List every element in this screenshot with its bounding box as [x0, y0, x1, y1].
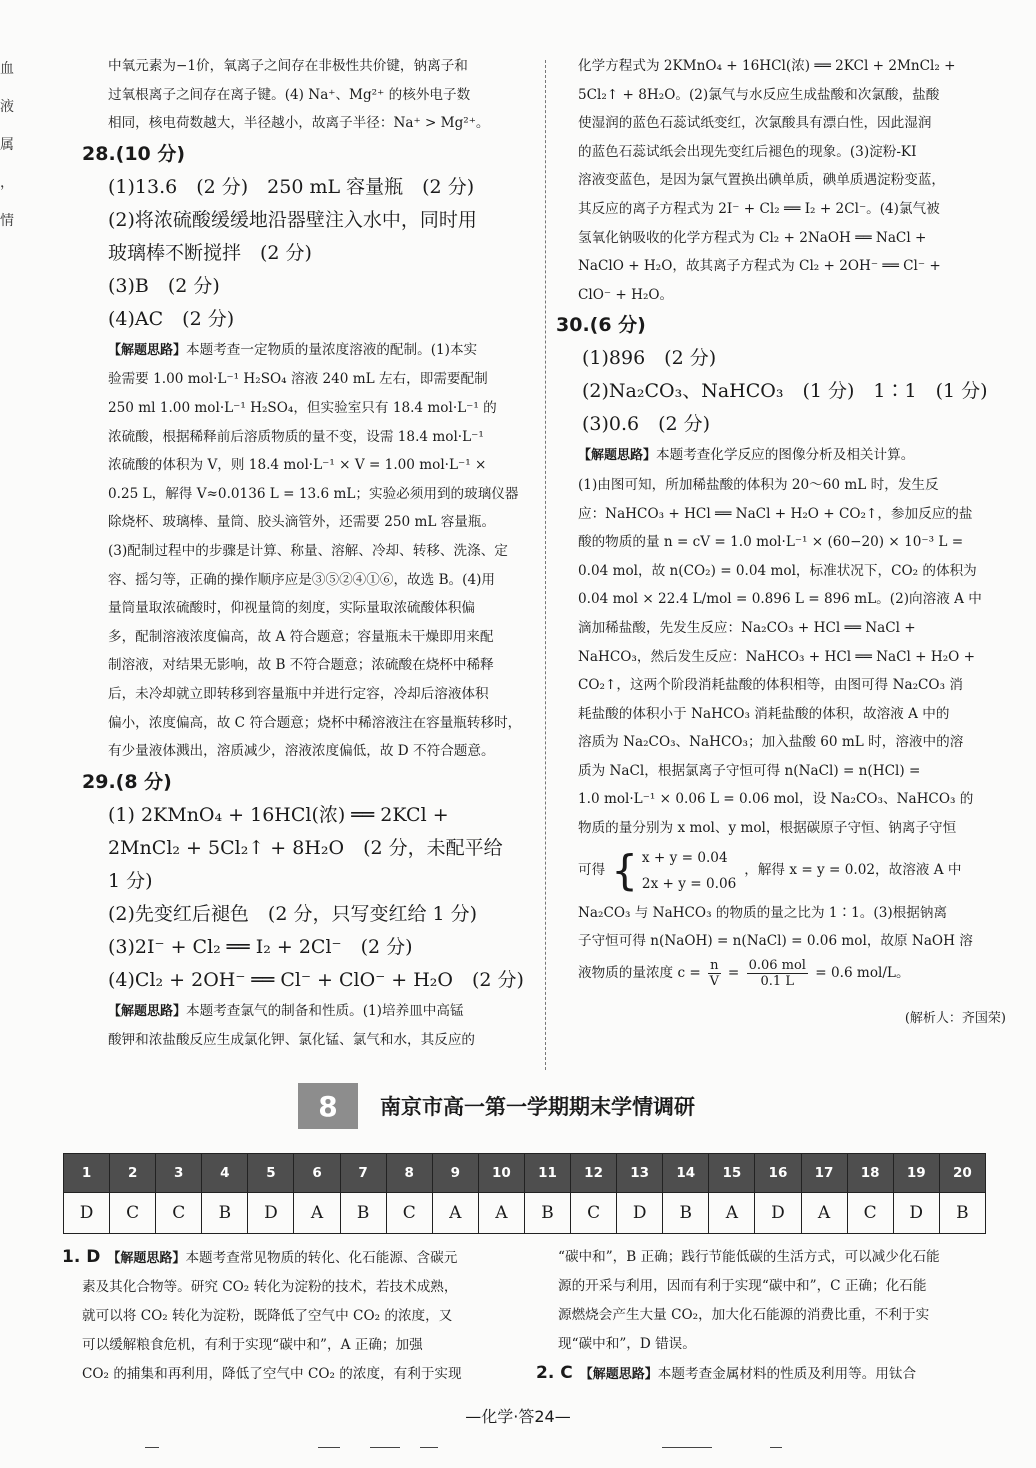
question-number: 29.(8 分) — [82, 770, 172, 793]
answer-line: 玻璃棒不断搅拌 (2 分) — [108, 241, 312, 264]
text-line: 滴加稀盐酸，先发生反应：Na₂CO₃ + HCl ══ NaCl + — [578, 619, 916, 636]
edge-char: 情 — [0, 213, 14, 229]
answer-key-number-cell: 2 — [110, 1154, 156, 1193]
system-equation: 2x + y = 0.06 — [641, 875, 737, 892]
footer-rule — [420, 1447, 438, 1448]
answer-key-answer-cell: B — [524, 1193, 570, 1234]
text-line: 物质的量分别为 x mol、y mol，根据碳原子守恒、钠离子守恒 — [578, 820, 957, 837]
fraction — [747, 958, 808, 989]
formula-lead: 液物质的量浓度 c = — [578, 964, 701, 981]
answer-key-answer-cell: D — [755, 1193, 801, 1234]
answer-key-answer-cell: C — [156, 1193, 202, 1234]
footer-rule — [370, 1447, 400, 1448]
answer-key-number-cell: 17 — [801, 1154, 847, 1193]
answer-key-number-cell: 4 — [202, 1154, 248, 1193]
text-line: 本题考查常见物质的转化、化石能源、含碳元 — [185, 1250, 458, 1266]
analyst-credit: (解析人：齐国荣) — [904, 1010, 1006, 1026]
answer-line: (3)0.6 (2 分) — [582, 413, 711, 436]
edge-char: 血 — [0, 61, 14, 77]
text-line: 溶液变蓝色，是因为氯气置换出碘单质，碘单质遇淀粉变蓝， — [578, 172, 946, 189]
answer-key-answer-cell: B — [340, 1193, 386, 1234]
equation-system — [578, 845, 1006, 897]
text-line: 中氧元素为−1价，氧离子之间存在非极性共价键，钠离子和 — [108, 58, 468, 74]
answer-key-number-row — [64, 1154, 986, 1193]
answer-key-number-cell: 14 — [663, 1154, 709, 1193]
text-line: 浓硫酸，根据稀释前后溶质物质的量不变，设需 18.4 mol·L⁻¹ — [108, 428, 484, 445]
text-line: 本题考查一定物质的量浓度溶液的配制。(1)本实 — [186, 341, 478, 358]
column-divider — [545, 60, 546, 1070]
text-line: 除烧杯、玻璃棒、量筒、胶头滴管外，还需要 250 mL 容量瓶。 — [108, 514, 496, 531]
text-line: 0.04 mol × 22.4 L/mol = 0.896 L = 896 mL。(2)向溶液 A 中 — [578, 591, 982, 608]
answer-key-answer-cell: D — [64, 1193, 110, 1234]
answer-key-number-cell: 18 — [847, 1154, 893, 1193]
answer-key-answer-cell: A — [294, 1193, 340, 1234]
answer-key-number-cell: 7 — [340, 1154, 386, 1193]
answer-key-number-cell: 12 — [571, 1154, 617, 1193]
answer-key-answer-cell: C — [847, 1193, 893, 1234]
system-lead: 可得 — [578, 862, 606, 879]
text-line: 耗盐酸的体积小于 NaHCO₃ 消耗盐酸的体积，故溶液 A 中的 — [578, 705, 950, 722]
answer-line: (2)Na₂CO₃、NaHCO₃ (1 分) 1∶1 (1 分) — [582, 380, 988, 403]
text-line: 氢氧化钠吸收的化学方程式为 Cl₂ + 2NaOH ══ NaCl + — [578, 229, 927, 246]
answer-key-answer-cell: C — [571, 1193, 617, 1234]
text-line: 浓硫酸的体积为 V，则 18.4 mol·L⁻¹ × V = 1.00 mol·L⁻¹ × — [108, 457, 487, 474]
text-line: 可以缓解粮食危机，有利于实现“碳中和”，A 正确；加强 — [82, 1337, 423, 1353]
answer-key-answer-cell: B — [939, 1193, 985, 1234]
right-column — [556, 52, 1006, 1034]
answer-key-number-cell: 13 — [617, 1154, 663, 1193]
text-line: (1)由图可知，所加稀盐酸的体积为 20～60 mL 时，发生反 — [578, 476, 939, 493]
answer-key-answer-row — [64, 1193, 986, 1234]
q27-tail — [82, 52, 534, 138]
text-line: (3)配制过程中的步骤是计算、称量、溶解、冷却、转移、洗涤、定 — [108, 542, 508, 559]
answer-key-number-cell: 9 — [432, 1154, 478, 1193]
answer-key-answer-cell: B — [202, 1193, 248, 1234]
answer-key-answer-cell: D — [248, 1193, 294, 1234]
left-column — [82, 52, 534, 1055]
question-29 — [82, 766, 534, 1055]
text-line: 本题考查金属材料的性质及利用等。用钛合 — [657, 1366, 917, 1382]
text-line: 本题考查化学反应的图像分析及相关计算。 — [656, 447, 915, 464]
text-line: 后，未冷却就立即转移到容量瓶中并进行定容，冷却后溶液体积 — [108, 685, 489, 702]
analysis-tag: 【解题思路】 — [113, 1251, 186, 1266]
text-line: 应：NaHCO₃ + HCl ══ NaCl + H₂O + CO₂↑，参加反应的盐 — [578, 505, 973, 522]
answer-key-answer-cell: D — [617, 1193, 663, 1234]
system-tail: ，解得 x = y = 0.02，故溶液 A 中 — [744, 862, 962, 879]
text-line: “碳中和”，B 正确；践行节能低碳的生活方式，可以减少化石能 — [558, 1249, 940, 1265]
text-line: 子守恒可得 n(NaOH) = n(NaCl) = 0.06 mol，故原 NaOH 溶 — [578, 933, 973, 950]
text-line: 源燃烧会产生大量 CO₂，加大化石能源的消费比重，不利于实 — [558, 1307, 930, 1323]
answer-line: (3)2I⁻ + Cl₂ ══ I₂ + 2Cl⁻ (2 分) — [108, 935, 413, 958]
answer-key-number-cell: 15 — [709, 1154, 755, 1193]
answer-key-table — [63, 1153, 986, 1234]
answer-line: (1)13.6 (2 分) 250 mL 容量瓶 (2 分) — [108, 175, 475, 198]
question-number: 28.(10 分) — [82, 142, 186, 165]
numerator: n — [710, 957, 719, 973]
footer-rule — [662, 1447, 712, 1448]
text-line: 有少量液体溅出，溶质减少，溶液浓度偏低，故 D 不符合题意。 — [108, 743, 495, 760]
answer-key-answer-cell: A — [709, 1193, 755, 1234]
text-line: 素及其化合物等。研究 CO₂ 转化为淀粉的技术，若技术成熟， — [82, 1279, 458, 1295]
text-line: ClO⁻ + H₂O。 — [578, 286, 674, 303]
footer-rule — [770, 1447, 782, 1448]
final-formula — [578, 956, 1006, 990]
text-line: 过氧根离子之间存在离子键。(4) Na⁺、Mg²⁺ 的核外电子数 — [108, 86, 471, 103]
text-line: Na₂CO₃ 与 NaHCO₃ 的物质的量之比为 1∶1。(3)根据钠离 — [578, 904, 948, 921]
answer-key-answer-cell: A — [432, 1193, 478, 1234]
analysis — [82, 336, 534, 766]
answer-line: (1)896 (2 分) — [582, 347, 717, 370]
denominator: 0.1 L — [760, 973, 794, 989]
edge-char: 液 — [0, 99, 14, 115]
answer-key-number-cell: 5 — [248, 1154, 294, 1193]
answer-key-number-cell: 8 — [386, 1154, 432, 1193]
answer-key-number-cell: 11 — [524, 1154, 570, 1193]
edge-char: 属 — [0, 137, 14, 153]
question-28 — [82, 138, 534, 766]
text-line: 量筒量取浓硫酸时，仰视量筒的刻度，实际量取浓硫酸体积偏 — [108, 600, 476, 617]
text-line: 其反应的离子方程式为 2I⁻ + Cl₂ ══ I₂ + 2Cl⁻。(4)氯气被 — [578, 200, 940, 217]
text-line: NaHCO₃，然后发生反应：NaHCO₃ + HCl ══ NaCl + H₂O + — [578, 648, 976, 665]
answer-key-number-cell: 1 — [64, 1154, 110, 1193]
question-number: 30.(6 分) — [556, 314, 646, 337]
question-30 — [556, 309, 1006, 990]
analysis-tag: 【解题思路】 — [108, 342, 187, 358]
section-number-badge: 8 — [298, 1083, 358, 1129]
answer-line: (4)AC (2 分) — [108, 307, 235, 330]
answer-key-number-cell: 19 — [893, 1154, 939, 1193]
text-line: CO₂ 的捕集和再利用，降低了空气中 CO₂ 的浓度，有利于实现 — [82, 1366, 462, 1382]
answer-key-answer-cell: A — [801, 1193, 847, 1234]
answer-key-number-cell: 10 — [478, 1154, 524, 1193]
text-line: 酸的物质的量 n = cV = 1.0 mol·L⁻¹ × (60−20) × 10⁻³ L = — [578, 534, 964, 551]
answer-key-answer-cell: C — [110, 1193, 156, 1234]
answer-line: (4)Cl₂ + 2OH⁻ ══ Cl⁻ + ClO⁻ + H₂O (2 分) — [108, 968, 524, 991]
numerator: 0.06 mol — [748, 957, 806, 973]
text-line: 酸钾和浓盐酸反应生成氯化钾、氯化锰、氯气和水，其反应的 — [108, 1032, 476, 1049]
page-footer: —化学·答24— — [465, 1407, 571, 1426]
formula-tail: = 0.6 mol/L。 — [815, 964, 910, 981]
text-line: 制溶液，对结果无影响，故 B 不符合题意；浓硫酸在烧杯中稀释 — [108, 657, 494, 674]
text-line: 质为 NaCl，根据氯离子守恒可得 n(NaCl) = n(HCl) = — [578, 762, 921, 779]
footer-rule — [318, 1447, 340, 1448]
equals-sign: = — [727, 964, 740, 981]
answer-line: 1 分) — [108, 869, 153, 892]
question-number: 1. D — [62, 1247, 101, 1267]
text-line: 就可以将 CO₂ 转化为淀粉，既降低了空气中 CO₂ 的浓度，又 — [82, 1308, 453, 1324]
text-line: 5Cl₂↑ + 8H₂O。(2)氯气与水反应生成盐酸和次氯酸，盐酸 — [578, 86, 940, 103]
text-line: 多，配制溶液浓度偏高，故 A 符合题意；容量瓶未干燥即用来配 — [108, 628, 494, 645]
answer-key-answer-cell: C — [386, 1193, 432, 1234]
brace-symbol: { — [611, 845, 638, 895]
system-equation: x + y = 0.04 — [641, 849, 728, 866]
analysis — [82, 997, 534, 1055]
text-line: 1.0 mol·L⁻¹ × 0.06 L = 0.06 mol，设 Na₂CO₃、NaHCO₃ 的 — [578, 791, 974, 808]
answer-line: (1) 2KMnO₄ + 16HCl(浓) ══ 2KCl + — [108, 803, 449, 826]
bottom-right-column — [536, 1243, 988, 1389]
text-line: 的蓝色石蕊试纸会出现先变红后褪色的现象。(3)淀粉-KI — [578, 143, 917, 160]
text-line: 容、摇匀等，正确的操作顺序应是③⑤②④①⑥，故选 B。(4)用 — [108, 571, 496, 588]
answer-key-number-cell: 20 — [939, 1154, 985, 1193]
bottom-left-column — [62, 1243, 506, 1389]
text-line: 化学方程式为 2KMnO₄ + 16HCl(浓) ══ 2KCl + 2MnCl₂ + — [578, 58, 956, 74]
answer-key-number-cell: 6 — [294, 1154, 340, 1193]
margin-edge-text — [0, 50, 14, 240]
answer-key-answer-cell: A — [478, 1193, 524, 1234]
text-line: 源的开采与利用，因而有利于实现“碳中和”，C 正确；化石能 — [558, 1278, 927, 1294]
analysis-tag: 【解题思路】 — [108, 1003, 187, 1019]
analysis-tag: 【解题思路】 — [578, 448, 657, 464]
text-line: 250 ml 1.00 mol·L⁻¹ H₂SO₄，但实验室只有 18.4 mol·L⁻¹ 的 — [108, 399, 497, 416]
answer-line: (2)将浓硫酸缓缓地沿器壁注入水中，同时用 — [108, 208, 477, 231]
fraction — [708, 958, 720, 989]
answer-key-answer-cell: B — [663, 1193, 709, 1234]
text-line: NaClO + H₂O，故其离子方程式为 Cl₂ + 2OH⁻ ══ Cl⁻ + — [578, 258, 941, 275]
system-equations — [642, 845, 736, 897]
footer-rule — [145, 1447, 159, 1448]
answer-line: (3)B (2 分) — [108, 274, 220, 297]
text-line: 0.25 L，解得 V≈0.0136 L = 13.6 mL；实验必须用到的玻璃仪器 — [108, 485, 519, 502]
q29-analysis-continued — [578, 52, 1006, 309]
analysis — [578, 441, 1006, 990]
section-header — [298, 1083, 695, 1129]
text-line: 0.04 mol，故 n(CO₂) = 0.04 mol，标准状况下，CO₂ 的体积为 — [578, 562, 977, 579]
text-line: CO₂↑，这两个阶段消耗盐酸的体积相等，由图可得 Na₂CO₃ 消 — [578, 677, 963, 694]
text-line: 现“碳中和”，D 错误。 — [558, 1336, 696, 1352]
answer-line: (2)先变红后褪色 (2 分，只写变红给 1 分) — [108, 902, 478, 925]
text-line: 本题考查氯气的制备和性质。(1)培养皿中高锰 — [186, 1002, 464, 1019]
analysis-tag: 【解题思路】 — [586, 1367, 658, 1382]
edge-char: ， — [0, 175, 14, 191]
denominator: V — [709, 973, 720, 989]
text-line: 偏小，浓度偏高，故 C 符合题意；烧杯中稀溶液注在容量瓶转移时， — [108, 714, 522, 731]
section-title: 南京市高一第一学期期末学情调研 — [380, 1095, 695, 1119]
text-line: 使湿润的蓝色石蕊试纸变红，次氯酸具有漂白性，因此湿润 — [578, 115, 932, 132]
answer-line: 2MnCl₂ + 5Cl₂↑ + 8H₂O (2 分，未配平给 — [108, 836, 503, 859]
question-number: 2. C — [536, 1363, 573, 1383]
answer-key-number-cell: 16 — [755, 1154, 801, 1193]
text-line: 验需要 1.00 mol·L⁻¹ H₂SO₄ 溶液 240 mL 左右，即需要配制 — [108, 371, 488, 388]
text-line: 溶质为 Na₂CO₃、NaHCO₃；加入盐酸 60 mL 时，溶液中的溶 — [578, 734, 964, 751]
answer-key-number-cell: 3 — [156, 1154, 202, 1193]
answer-key-answer-cell: D — [893, 1193, 939, 1234]
text-line: 相同，核电荷数越大，半径越小，故离子半径：Na⁺ > Mg²⁺。 — [108, 115, 490, 132]
